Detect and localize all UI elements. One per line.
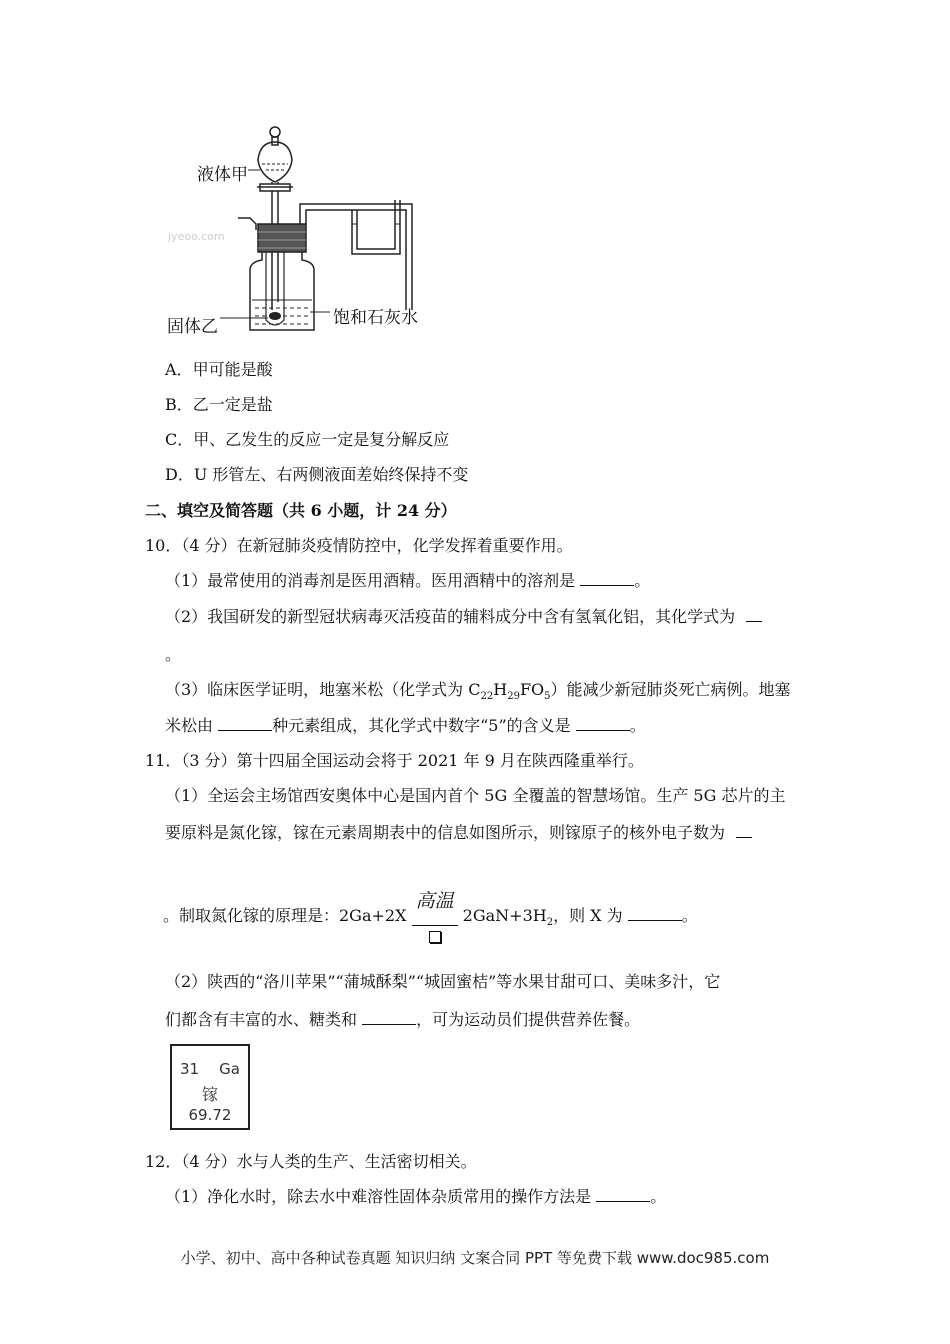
- q12-part1: （1）净化水时，除去水中难溶性固体杂质常用的操作方法是 。: [165, 1187, 667, 1206]
- q11-part2-line2: 们都含有丰富的水、糖类和 ，可为运动员们提供营养佐餐。: [165, 1010, 641, 1029]
- answer-blank[interactable]: [736, 823, 752, 838]
- q10-stem: 10．（4 分）在新冠肺炎疫情防控中，化学发挥着重要作用。: [145, 536, 573, 555]
- answer-blank[interactable]: [580, 571, 634, 586]
- q11-equation: 。制取氮化镓的原理是：2Ga+2X 高温 $2GaN+3H_2$，则 X 为 。: [163, 901, 698, 926]
- reaction-condition: 高温: [412, 901, 458, 921]
- section-heading: 二、填空及简答题（共 6 小题，计 24 分）: [145, 501, 457, 520]
- q11-stem: 11．（3 分）第十四届全国运动会将于 2021 年 9 月在陕西隆重举行。: [145, 751, 644, 770]
- q10-part3: （3）临床医学证明，地塞米松（化学式为 $C_{22}H_{29}FO_5$）能减少新冠肺炎死亡病例。地塞: [165, 680, 791, 703]
- atomic-number: 31: [180, 1060, 200, 1078]
- option-b: B．乙一定是盐: [165, 395, 273, 414]
- q11-part1-line1: （1）全运会主场馆西安奥体中心是国内首个 5G 全覆盖的智慧场馆。生产 5G 芯片的主: [165, 786, 786, 805]
- label-liquid-jia: 液体甲: [197, 165, 248, 185]
- page-footer: 小学、初中、高中各种试卷真题 知识归纳 文案合同 PPT 等免费下载 www.doc985.com: [180, 1249, 770, 1267]
- answer-blank[interactable]: [362, 1010, 416, 1025]
- watermark: jyeoo.com: [168, 230, 225, 243]
- answer-blank[interactable]: [596, 1187, 650, 1202]
- option-c: C．甲、乙发生的反应一定是复分解反应: [165, 430, 450, 449]
- atomic-mass: 69.72: [188, 1106, 232, 1124]
- answer-blank[interactable]: [218, 716, 272, 731]
- answer-blank[interactable]: [746, 607, 762, 622]
- q10-part2: （2）我国研发的新型冠状病毒灭活疫苗的辅料成分中含有氢氧化铝，其化学式为: [165, 607, 762, 627]
- q11-part1-line2: 要原料是氮化镓，镓在元素周期表中的信息如图所示，则镓原子的核外电子数为: [165, 823, 752, 843]
- element-symbol: Ga: [219, 1060, 240, 1078]
- q10-part1: （1）最常使用的消毒剂是医用酒精。医用酒精中的溶剂是 。: [165, 571, 651, 590]
- q11-part2-line1: （2）陕西的“洛川苹果”“蒲城酥梨”“城固蜜桔”等水果甘甜可口、美味多汁，它: [165, 972, 721, 991]
- q10-part2-end: 。: [165, 645, 182, 664]
- label-solid-yi: 固体乙: [167, 317, 218, 337]
- label-limewater: 饱和石灰水: [333, 308, 418, 328]
- q12-stem: 12．（4 分）水与人类的生产、生活密切相关。: [145, 1152, 477, 1171]
- q10-part3-line2: 米松由 种元素组成，其化学式中数字“5”的含义是 。: [165, 716, 646, 735]
- answer-blank[interactable]: [628, 906, 682, 921]
- option-d: D．U 形管左、右两侧液面差始终保持不变: [165, 465, 469, 484]
- option-a: A．甲可能是酸: [165, 360, 273, 379]
- answer-blank[interactable]: [576, 716, 630, 731]
- element-card-gallium: [170, 1044, 250, 1130]
- element-name: 镓: [201, 1085, 218, 1104]
